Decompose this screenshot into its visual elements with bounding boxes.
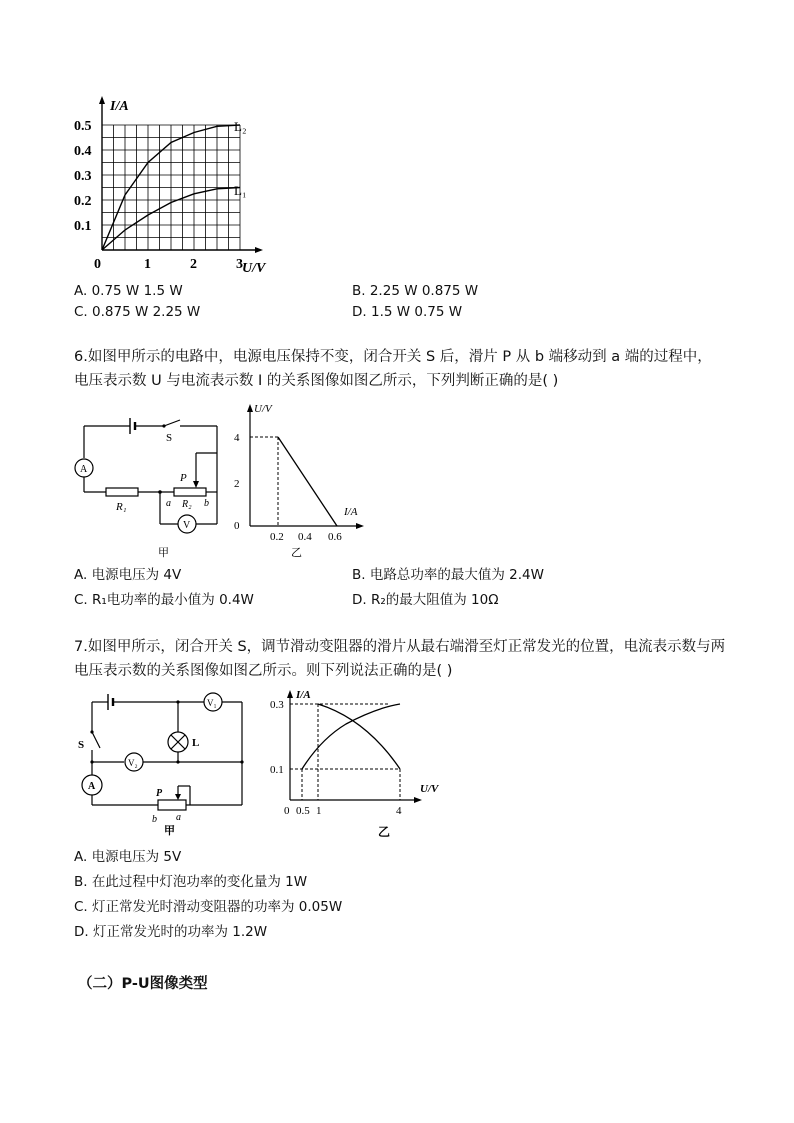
q7-option-c[interactable]: C. 灯正常发光时滑动变阻器的功率为 0.05W xyxy=(74,899,343,915)
q7-curve-lamp xyxy=(302,704,400,769)
q5-l2-label: L₂ xyxy=(234,119,247,134)
q6-ytick-0: 0 xyxy=(234,520,240,532)
q7-switch-label: S xyxy=(78,739,85,751)
q7-v1-label: V₁ xyxy=(207,698,217,708)
q5-option-d[interactable]: D. 1.5 W 0.75 W xyxy=(352,304,463,320)
q6-circuit-caption: 甲 xyxy=(158,547,169,559)
q7-switch-s[interactable] xyxy=(92,732,100,748)
q7-slider-label: P xyxy=(156,788,163,799)
q5-ytick-label: 0.1 xyxy=(74,219,92,234)
q5-ytick-label: 0.2 xyxy=(74,194,92,209)
q5-iu-chart xyxy=(60,92,290,277)
q7-lamp-label: L xyxy=(192,737,200,749)
q5-x-arrow xyxy=(255,247,263,253)
q6-voltmeter-label: V xyxy=(183,520,191,531)
section-title: （二）P-U图像类型 xyxy=(78,976,208,992)
q7-circuit-caption: 甲 xyxy=(164,825,175,837)
q5-ytick-label: 0.5 xyxy=(74,119,92,134)
q6-switch-s[interactable] xyxy=(164,420,180,426)
q7-curve-rheostat xyxy=(318,704,400,769)
q7-question-text: 7.如图甲所示，闭合开关 S，调节滑动变阻器的滑片从最右端滑至灯正常发光的位置，电流表示数与两电压表示数的关系图像如图乙所示。则下列说法正确的是( ) xyxy=(74,639,726,679)
q7-ytick-03: 0.3 xyxy=(270,699,284,711)
q6-chart-caption: 乙 xyxy=(291,547,302,559)
q6-r2-label: R₂ xyxy=(182,499,192,510)
q7-xtick-05: 0.5 xyxy=(296,805,310,817)
q7-end-a: a xyxy=(176,812,181,823)
q7-iu-chart xyxy=(266,684,439,844)
q6-option-c[interactable]: C. R₁电功率的最小值为 0.4W xyxy=(74,592,254,608)
q5-xtick-label: 1 xyxy=(144,257,151,272)
q6-switch-label: S xyxy=(166,432,173,444)
q6-option-a[interactable]: A. 电源电压为 4V xyxy=(74,567,182,583)
q5-y-arrow xyxy=(99,96,105,104)
q5-l1-label: L₁ xyxy=(234,183,247,198)
q6-circuit-diagram xyxy=(72,408,232,560)
q6-ytick-4: 4 xyxy=(234,432,240,444)
q6-x-label: I/A xyxy=(344,506,358,518)
q7-xtick-0: 0 xyxy=(284,805,290,817)
q7-end-b: b xyxy=(152,814,157,825)
q5-ytick-label: 0.3 xyxy=(74,169,92,184)
q6-xtick-04: 0.4 xyxy=(298,531,312,543)
q7-v2-label: V₂ xyxy=(128,758,138,768)
q6-question-text: 6.如图甲所示的电路中，电源电压保持不变，闭合开关 S 后，滑片 P 从 b 端移动到 a 端的过程中，电压表示数 U 与电流表示数 I 的关系图像如图乙所示，下列判断正确的是( ) xyxy=(74,349,712,389)
q7-xtick-1: 1 xyxy=(316,805,322,817)
q6-end-b: b xyxy=(204,498,209,509)
q6-option-b[interactable]: B. 电路总功率的最大值为 2.4W xyxy=(352,567,544,583)
q5-xtick-label: 0 xyxy=(94,257,101,272)
q5-option-b[interactable]: B. 2.25 W 0.875 W xyxy=(352,283,479,299)
q6-xtick-06: 0.6 xyxy=(328,531,342,543)
q6-ammeter-label: A xyxy=(80,464,88,475)
q7-rheostat xyxy=(158,800,186,810)
q7-x-label: U/V xyxy=(420,783,439,795)
q5-y-label: I/A xyxy=(110,99,129,114)
q7-y-label: I/A xyxy=(296,689,311,701)
q7-circuit-diagram xyxy=(72,690,252,840)
q5-xtick-label: 3 xyxy=(236,257,243,272)
q6-r1-label: R₁ xyxy=(116,501,127,513)
q5-xtick-label: 2 xyxy=(190,257,197,272)
q6-data-line xyxy=(278,437,337,526)
q5-ytick-label: 0.4 xyxy=(74,144,92,159)
q6-end-a: a xyxy=(166,498,171,509)
q7-option-b[interactable]: B. 在此过程中灯泡功率的变化量为 1W xyxy=(74,874,308,890)
q7-option-a[interactable]: A. 电源电压为 5V xyxy=(74,849,182,865)
q7-option-d[interactable]: D. 灯正常发光时的功率为 1.2W xyxy=(74,924,268,940)
q6-slider-label: P xyxy=(180,472,187,484)
q6-xtick-02: 0.2 xyxy=(270,531,284,543)
q6-option-d[interactable]: D. R₂的最大阻值为 10Ω xyxy=(352,592,499,608)
q6-ytick-2: 2 xyxy=(234,478,240,490)
q6-resistor-r1 xyxy=(106,488,138,496)
q5-option-c[interactable]: C. 0.875 W 2.25 W xyxy=(74,304,201,320)
q6-resistor-r2 xyxy=(174,488,206,496)
q5-x-label: U/V xyxy=(242,261,266,276)
q6-ui-chart xyxy=(228,398,368,560)
q7-xtick-4: 4 xyxy=(396,805,402,817)
q7-chart-caption: 乙 xyxy=(378,825,391,839)
q6-y-label: U/V xyxy=(254,403,272,415)
q7-ammeter-label: A xyxy=(88,781,96,792)
q7-ytick-01: 0.1 xyxy=(270,764,284,776)
q5-option-a[interactable]: A. 0.75 W 1.5 W xyxy=(74,283,183,299)
